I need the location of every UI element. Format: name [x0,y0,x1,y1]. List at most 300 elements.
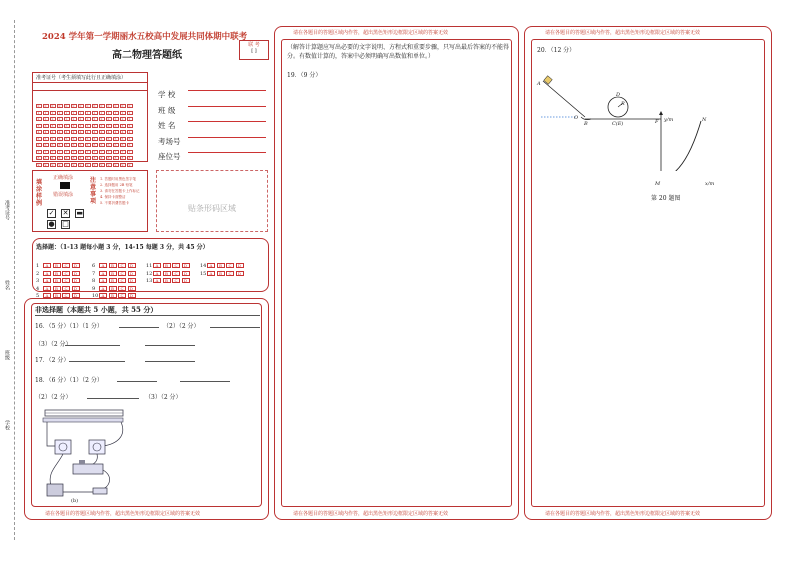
choice-bubble[interactable]: D [72,278,80,283]
digit-bubble[interactable]: 9 [85,163,91,167]
note-item: 2. 选择题用 2B 铅笔 [100,183,133,187]
digit-bubble[interactable]: 2 [99,117,105,121]
label-B: B [584,121,588,127]
digit-bubble[interactable]: 8 [71,156,77,160]
digit-bubble[interactable]: 0 [113,104,119,108]
q18-label: 18．（6 分）（1）（2 分） [35,377,103,384]
choice-bubble[interactable]: B [53,286,61,291]
q20-label: 20．（12 分） [537,47,576,54]
choice-title: 选择题：（1-13 题每小题 3 分，14-15 每题 3 分，共 45 分） [36,244,209,251]
digit-bubble[interactable]: 6 [113,143,119,147]
choice-bubble[interactable]: A [43,263,51,268]
digit-bubble[interactable]: 1 [64,111,70,115]
digit-bubble[interactable]: 1 [71,111,77,115]
digit-bubble[interactable]: 2 [106,117,112,121]
digit-bubble[interactable]: 9 [113,163,119,167]
digit-bubble[interactable]: 5 [127,137,133,141]
digit-bubble[interactable]: 9 [92,163,98,167]
digit-bubble[interactable]: 6 [85,143,91,147]
digit-bubble[interactable]: 1 [50,111,56,115]
digit-bubble[interactable]: 6 [43,143,49,147]
choice-bubble[interactable]: B [109,263,117,268]
correct-fill-label: 正确填涂 [53,175,74,181]
digit-bubble[interactable]: 8 [127,156,133,160]
choice-bubble[interactable]: B [53,293,61,298]
choice-number: 13 [146,278,153,285]
digit-bubble[interactable]: 7 [127,150,133,154]
digit-bubble[interactable]: 0 [36,104,42,108]
choice-number: 1 [36,263,40,269]
digit-bubble[interactable]: 9 [36,163,42,167]
q19-label: 19．（9 分） [287,72,322,79]
note-item: 3. 请勿在答题卡上作标记 [100,189,140,193]
digit-bubble[interactable]: 4 [64,130,70,134]
choice-bubble[interactable]: B [163,263,171,268]
digit-bubble[interactable]: 3 [127,124,133,128]
label-D: D [616,92,621,98]
digit-bubble[interactable]: 3 [106,124,112,128]
choice-bubble[interactable]: B [163,271,171,276]
choice-bubble[interactable]: B [163,278,171,283]
digit-bubble[interactable]: 5 [85,137,91,141]
digit-bubble[interactable]: 8 [106,156,112,160]
nonchoice-title-underline [35,315,260,316]
meter-right [89,440,105,454]
digit-bubble[interactable]: 1 [78,111,84,115]
digit-bubble[interactable]: 8 [120,156,126,160]
choice-number: 9 [92,285,96,292]
choice-number: 8 [92,278,96,285]
choice-bubble[interactable]: B [217,263,225,268]
digit-bubble[interactable]: 9 [57,163,63,167]
choice-bubble[interactable]: B [109,286,117,291]
label-CE: C(E) [612,121,624,127]
info-field-input[interactable] [188,90,266,91]
digit-bubble[interactable]: 8 [78,156,84,160]
digit-bubble[interactable]: 7 [106,150,112,154]
digit-bubble[interactable]: 0 [85,104,91,108]
digit-bubble[interactable]: 4 [85,130,91,134]
digit-bubble[interactable]: 6 [127,143,133,147]
digit-bubble[interactable]: 4 [43,130,49,134]
q17b-answer[interactable] [145,361,195,362]
digit-bubble[interactable]: 4 [92,130,98,134]
q16-1-answer[interactable] [119,327,159,328]
digit-bubble[interactable]: 7 [85,150,91,154]
choice-bubble[interactable]: A [43,293,51,298]
info-field-label: 姓 名 [158,121,176,130]
choice-bubble[interactable]: C [62,271,70,276]
digit-bubble[interactable]: 3 [36,124,42,128]
note-item: 4. 保持卡面整洁 [100,195,126,199]
digit-bubble[interactable]: 0 [50,104,56,108]
choice-bubble[interactable]: A [153,263,161,268]
digit-bubble[interactable]: 8 [92,156,98,160]
choice-bubble[interactable]: B [109,278,117,283]
choice-bubble[interactable]: C [62,293,70,298]
digit-bubble[interactable]: 3 [92,124,98,128]
digit-bubble[interactable]: 5 [92,137,98,141]
info-field-input[interactable] [188,152,266,153]
choice-number: 12 [146,270,153,277]
boundary-note-right-top: 请在各题目的答题区域内作答，超出黑色矩形边框限定区域的答案无效 [545,30,701,36]
q16-2-answer[interactable] [210,327,260,328]
student-id-label: 准考证号（考生须填写此行且正确填涂） [33,73,147,83]
info-field-input[interactable] [188,106,266,107]
digit-bubble[interactable]: 9 [78,163,84,167]
choice-bubble[interactable]: A [99,271,107,276]
digit-bubble[interactable]: 5 [64,137,70,141]
choice-section [32,238,269,300]
digit-bubble[interactable]: 1 [113,111,119,115]
choice-number: 6 [92,263,96,269]
digit-bubble[interactable]: 5 [120,137,126,141]
choice-bubble[interactable]: B [109,293,117,298]
q17a-answer[interactable] [69,361,125,362]
choice-bubble[interactable]: A [43,278,51,283]
battery [47,484,63,496]
choice-bubble[interactable]: A [153,278,161,283]
choice-bubble[interactable]: A [153,271,161,276]
info-field-label: 座位号 [158,152,181,161]
choice-bubble[interactable]: A [99,293,107,298]
digit-bubble[interactable]: 6 [106,143,112,147]
side-label-class: 班级 [4,350,10,360]
fill-example [32,170,148,232]
digit-bubble[interactable]: 0 [120,104,126,108]
info-field-input[interactable] [188,121,266,122]
choice-bubble[interactable]: D [128,271,136,276]
digit-bubble[interactable]: 8 [36,156,42,160]
label-M: M [655,181,661,187]
digit-bubble[interactable]: 0 [92,104,98,108]
digit-bubble[interactable]: 0 [127,104,133,108]
q18-2-answer[interactable] [87,398,139,399]
choice-bubble[interactable]: C [172,271,180,276]
choice-bubble[interactable]: C [172,263,180,268]
digit-bubble[interactable]: 2 [78,117,84,121]
digit-bubble[interactable]: 5 [36,137,42,141]
note-item: 5. 不要折叠答题卡 [100,201,129,205]
digit-bubble[interactable]: 6 [57,143,63,147]
circle-mark-icon: ● [48,220,55,228]
digit-bubble[interactable]: 1 [43,111,49,115]
side-label-school: 学校 [4,420,10,430]
digit-bubble[interactable]: 7 [50,150,56,154]
digit-bubble[interactable]: 5 [106,137,112,141]
digit-bubble[interactable]: 9 [127,163,133,167]
digit-grid [33,91,147,167]
digit-bubble[interactable]: 6 [78,143,84,147]
info-field-row [158,129,268,145]
choice-bubble[interactable]: C [118,271,126,276]
boundary-note-mid-bottom: 请在各题目的答题区域内作答，超出黑色矩形边框限定区域的答案无效 [293,511,449,517]
info-field-row [158,82,268,98]
side-binding [2,190,14,450]
choice-bubble[interactable]: A [207,271,215,276]
info-field-label: 考场号 [158,136,181,146]
check-mark-icon: ✓ [48,209,55,217]
digit-bubble[interactable]: 3 [85,124,91,128]
digit-bubble[interactable]: 0 [99,104,105,108]
info-field-row [158,98,268,114]
digit-bubble[interactable]: 4 [36,130,42,134]
digit-bubble[interactable]: 0 [78,104,84,108]
label-O: O [574,115,579,121]
digit-bubble[interactable]: 8 [64,156,70,160]
digit-bubble[interactable]: 7 [120,150,126,154]
digit-bubble[interactable]: 1 [127,111,133,115]
subject-title: 高二物理答题纸 [112,50,182,61]
digit-bubble[interactable]: 6 [99,143,105,147]
digit-bubble[interactable]: 8 [57,156,63,160]
digit-bubble[interactable]: 0 [57,104,63,108]
info-field-row [158,144,268,160]
choice-bubble[interactable]: B [109,271,117,276]
digit-bubble[interactable]: 2 [43,117,49,121]
choice-bubble[interactable]: C [118,286,126,291]
choice-bubble[interactable]: B [53,271,61,276]
wrong-fill-marks-2 [47,211,70,230]
digit-bubble[interactable]: 7 [64,150,70,154]
digit-bubble[interactable]: 6 [50,143,56,147]
fill-example-title: 填 涂 样 例 [36,179,43,207]
choice-bubble[interactable]: C [62,286,70,291]
choice-bubble[interactable]: B [53,278,61,283]
q16-3a-answer[interactable] [65,345,120,346]
digit-bubble[interactable]: 7 [92,150,98,154]
student-id-write-row [33,83,147,91]
digit-bubble[interactable]: 8 [99,156,105,160]
digit-bubble[interactable]: 5 [113,137,119,141]
digit-bubble[interactable]: 5 [99,137,105,141]
choice-bubble[interactable]: C [118,278,126,283]
digit-bubble[interactable]: 6 [71,143,77,147]
wire-frame-bottom [43,418,123,422]
choice-bubble[interactable]: C [226,271,234,276]
nonchoice-section [24,298,269,520]
choice-bubble[interactable]: D [236,271,244,276]
digit-bubble[interactable]: 2 [71,117,77,121]
digit-bubble[interactable]: 2 [92,117,98,121]
choice-row [200,260,245,279]
digit-bubble[interactable]: 7 [57,150,63,154]
digit-bubble[interactable]: 2 [113,117,119,121]
choice-bubble[interactable]: C [118,293,126,298]
choice-bubble[interactable]: D [128,278,136,283]
digit-bubble[interactable]: 2 [50,117,56,121]
q17-label: 17．（2 分） [35,357,70,364]
q18b-label: （2）（2 分） [35,394,72,401]
digit-bubble[interactable]: 9 [99,163,105,167]
label-xm: x/m [705,181,715,187]
choice-number: 3 [36,278,40,285]
choice-bubble[interactable]: B [53,263,61,268]
digit-bubble[interactable]: 5 [57,137,63,141]
digit-bubble[interactable]: 0 [106,104,112,108]
q20-figure [535,51,715,171]
choice-bubble[interactable]: D [72,263,80,268]
middle-panel [274,26,519,520]
digit-bubble[interactable]: 6 [92,143,98,147]
digit-bubble[interactable]: 7 [113,150,119,154]
digit-bubble[interactable]: 8 [50,156,56,160]
digit-bubble[interactable]: 9 [71,163,77,167]
digit-bubble[interactable]: 3 [71,124,77,128]
choice-bubble[interactable]: A [99,286,107,291]
digit-bubble[interactable]: 3 [57,124,63,128]
notes-list [100,176,139,206]
digit-row [35,118,145,134]
digit-bubble[interactable]: 4 [99,130,105,134]
choice-number: 2 [36,270,40,277]
label-F: F [655,119,659,125]
digit-bubble[interactable]: 1 [120,111,126,115]
digit-row [35,151,145,167]
digit-bubble[interactable]: 3 [113,124,119,128]
digit-bubble[interactable]: 4 [78,130,84,134]
circuit-figure [37,406,137,504]
digit-bubble[interactable]: 4 [57,130,63,134]
digit-bubble[interactable]: 7 [36,150,42,154]
fig20-caption: 第 20 题图 [651,195,681,202]
digit-bubble[interactable]: 8 [43,156,49,160]
digit-row [35,144,145,160]
choice-bubble[interactable]: A [99,263,107,268]
digit-bubble[interactable]: 3 [50,124,56,128]
digit-bubble[interactable]: 2 [57,117,63,121]
digit-bubble[interactable]: 4 [120,130,126,134]
digit-bubble[interactable]: 1 [99,111,105,115]
digit-bubble[interactable]: 1 [85,111,91,115]
choice-number: 14 [200,263,207,269]
choice-bubble[interactable]: A [207,263,215,268]
digit-bubble[interactable]: 3 [99,124,105,128]
exam-code-box [239,40,269,60]
digit-bubble[interactable]: 6 [120,143,126,147]
choice-bubble[interactable]: A [99,278,107,283]
choice-bubble[interactable]: A [43,286,51,291]
choice-bubble[interactable]: D [236,263,244,268]
digit-bubble[interactable]: 7 [78,150,84,154]
q18-1-answer[interactable] [117,381,157,382]
digit-bubble[interactable]: 0 [71,104,77,108]
digit-bubble[interactable]: 2 [120,117,126,121]
boundary-note-mid-top: 请在各题目的答题区域内作答，超出黑色矩形边框限定区域的答案无效 [293,30,449,36]
digit-bubble[interactable]: 5 [71,137,77,141]
digit-bubble[interactable]: 7 [71,150,77,154]
digit-bubble[interactable]: 3 [64,124,70,128]
digit-bubble[interactable]: 4 [127,130,133,134]
choice-number: 11 [146,263,153,269]
digit-bubble[interactable]: 5 [43,137,49,141]
info-fields [158,82,268,160]
q16-3b-answer[interactable] [145,345,195,346]
digit-bubble[interactable]: 3 [78,124,84,128]
choice-bubble[interactable]: D [182,271,190,276]
choice-number: 4 [36,285,40,292]
choice-bubble[interactable]: C [172,278,180,283]
choice-bubble[interactable]: A [43,271,51,276]
calc-instruction: （解答计算题应写出必要的文字说明、方程式和重要步骤，只写出最后答案的不能得分。有数值计算的，答案中必须明确写出数值和单位。） [287,44,510,60]
digit-bubble[interactable]: 6 [64,143,70,147]
label-N: N [702,117,707,123]
digit-bubble[interactable]: 9 [64,163,70,167]
digit-bubble[interactable]: 3 [120,124,126,128]
q16-label: 16．（5 分）（1）（1 分） [35,323,103,330]
dashed-cut-line [14,20,15,540]
choice-bubble[interactable]: D [128,286,136,291]
digit-bubble[interactable]: 9 [106,163,112,167]
choice-bubble[interactable]: C [226,263,234,268]
choice-bubble[interactable]: D [72,293,80,298]
digit-bubble[interactable]: 5 [78,137,84,141]
choice-bubble[interactable]: D [128,293,136,298]
choice-bubble[interactable]: B [217,271,225,276]
digit-bubble[interactable]: 2 [85,117,91,121]
digit-bubble[interactable]: 2 [36,117,42,121]
choice-bubble[interactable]: D [182,263,190,268]
digit-bubble[interactable]: 6 [36,143,42,147]
info-field-input[interactable] [188,137,266,138]
q16b-label: （2）（2 分） [163,323,200,330]
middle-answer-box[interactable] [281,39,512,507]
digit-bubble[interactable]: 9 [50,163,56,167]
digit-bubble[interactable]: 9 [43,163,49,167]
side-label-name: 姓名 [4,280,10,290]
digit-bubble[interactable]: 2 [64,117,70,121]
digit-bubble[interactable]: 8 [113,156,119,160]
digit-bubble[interactable]: 1 [57,111,63,115]
boundary-note-right-bottom: 请在各题目的答题区域内作答，超出黑色矩形边框限定区域的答案无效 [545,511,701,517]
q16c-label: （3）（2 分） [35,341,72,348]
digit-row [35,105,145,121]
note-item: 1. 答题时用黑色签字笔 [100,177,136,181]
right-panel [524,26,772,520]
digit-bubble[interactable]: 9 [120,163,126,167]
header-title: 2024 学年第一学期丽水五校高中发展共同体期中联考 [42,32,248,42]
choice-bubble[interactable]: D [72,286,80,291]
digit-bubble[interactable]: 4 [106,130,112,134]
digit-bubble[interactable]: 2 [127,117,133,121]
partial-mark-icon: ▬ [76,209,83,217]
digit-bubble[interactable]: 4 [71,130,77,134]
choice-number: 15 [200,270,207,277]
digit-bubble[interactable]: 1 [106,111,112,115]
digit-bubble[interactable]: 0 [43,104,49,108]
digit-bubble[interactable]: 3 [43,124,49,128]
digit-bubble[interactable]: 7 [99,150,105,154]
choice-bubble[interactable]: D [182,278,190,283]
info-field-label: 班 级 [158,105,176,115]
digit-bubble[interactable]: 5 [50,137,56,141]
exam-label: 联 考 [248,42,260,48]
choice-bubble[interactable]: C [62,278,70,283]
choice-bubble[interactable]: C [118,263,126,268]
digit-bubble[interactable]: 1 [36,111,42,115]
digit-bubble[interactable]: 0 [64,104,70,108]
digit-bubble[interactable]: 1 [92,111,98,115]
digit-bubble[interactable]: 4 [50,130,56,134]
digit-bubble[interactable]: 8 [85,156,91,160]
choice-bubble[interactable]: D [72,271,80,276]
q18-1b-answer[interactable] [180,381,230,382]
digit-bubble[interactable]: 4 [113,130,119,134]
cross-mark-icon: ✕ [62,209,69,217]
choice-bubble[interactable]: C [62,263,70,268]
choice-bubble[interactable]: D [128,263,136,268]
digit-bubble[interactable]: 7 [43,150,49,154]
